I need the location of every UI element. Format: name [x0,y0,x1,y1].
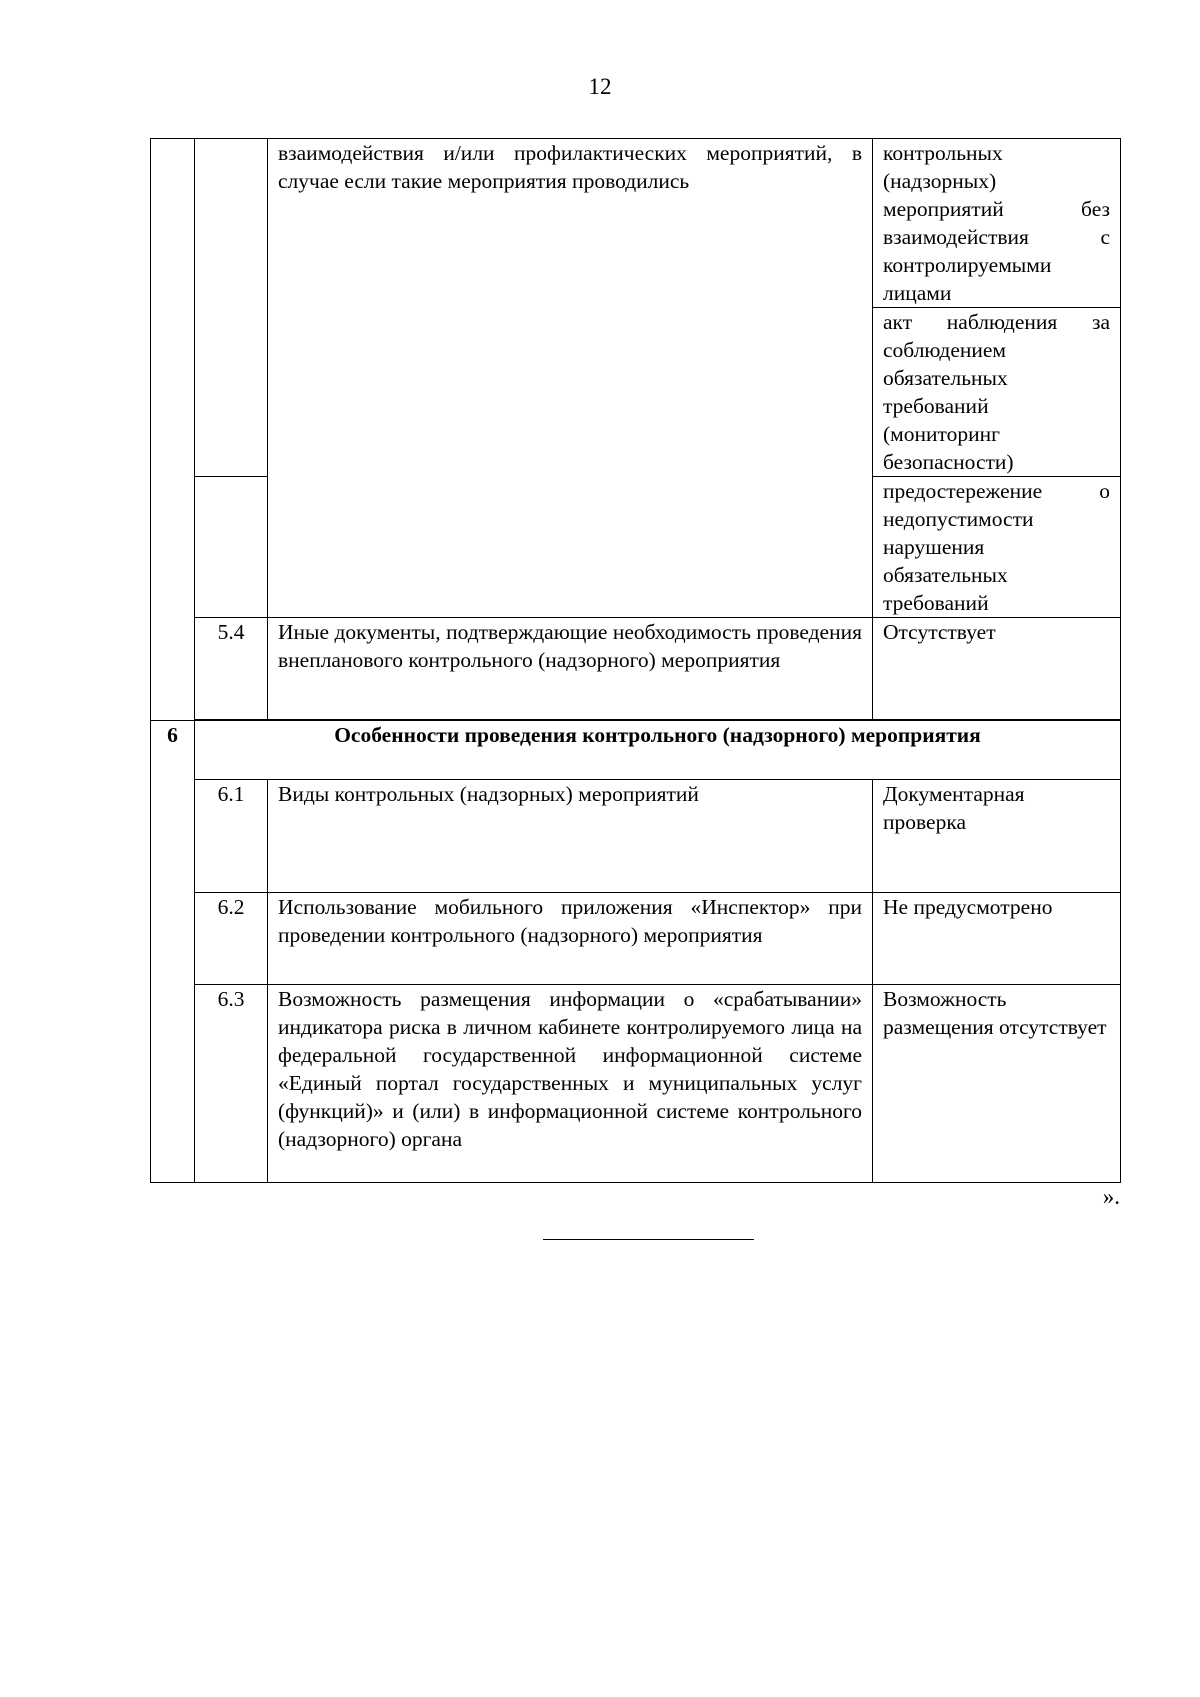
row-value: Возможность размещения отсутствует [873,985,1121,1183]
value-cell: контрольных (надзорных) мероприятий без взаимодействия с контролируемыми лицами [873,139,1121,308]
closing-quote: ». [1102,1184,1120,1209]
subsection-number-cell [195,477,268,618]
row-number: 6.2 [195,893,268,985]
section-number: 6 [151,721,195,1183]
table-row [151,618,1121,720]
row-value: Документарная проверка [873,780,1121,893]
table-row [151,780,1121,893]
value-cell: предостережение о недопустимости нарушения обязательных требований [873,477,1121,618]
section-heading: Особенности проведения контрольного (надзорного) мероприятия [195,721,1121,780]
row-number: 6.3 [195,985,268,1183]
table-row [151,893,1121,985]
requirements-table [150,138,1121,1183]
row-text: Виды контрольных (надзорных) мероприятий [268,780,873,893]
table-row [151,985,1121,1183]
subsection-number-cell [195,139,268,477]
row-value: Отсутствует [873,618,1121,720]
value-cell: акт наблюдения за соблюдением обязательных требований (мониторинг безопасности) [873,308,1121,477]
continued-text-cell: взаимодействия и/или профилактических мероприятий, в случае если такие мероприятия проводились [268,139,873,618]
page-number: 12 [588,74,612,99]
row-number: 6.1 [195,780,268,893]
table-row [151,139,1121,308]
table-row [151,721,1121,780]
row-value: Не предусмотрено [873,893,1121,985]
row-number: 5.4 [195,618,268,720]
row-text: Использование мобильного приложения «Инспектор» при проведении контрольного (надзорного) мероприятия [268,893,873,985]
end-rule [543,1239,754,1240]
section-5-number-cell [151,139,195,721]
row-text: Иные документы, подтверждающие необходимость проведения внепланового контрольного (надзорного) мероприятия [268,618,873,720]
row-text: Возможность размещения информации о «срабатывании» индикатора риска в личном кабинете контролируемого лица на федеральной государственной информационной системе «Единый портал государственных и муниципальных услуг (функций)» и (или) в информационной системе контрольного (надзорного) органа [268,985,873,1183]
